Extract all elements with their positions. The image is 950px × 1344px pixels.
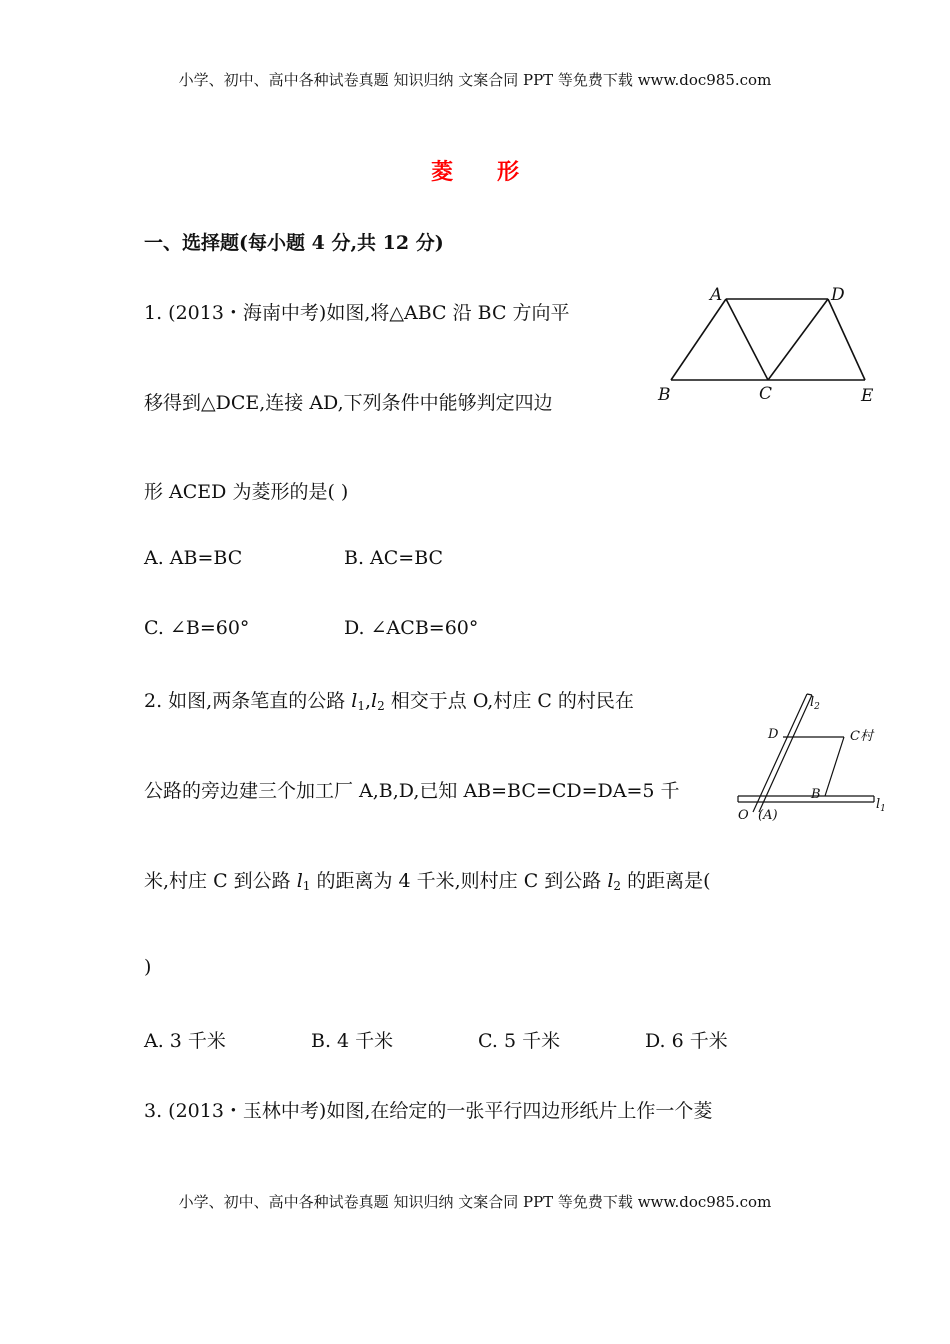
q2-option-d: D. 6 千米 — [645, 1030, 728, 1052]
q2-option-c: C. 5 千米 — [478, 1030, 561, 1052]
q2-var-l2: l — [371, 690, 378, 712]
q1-option-a: A. AB=BC — [144, 547, 243, 569]
q2-fig-side-cb — [825, 737, 844, 796]
q1-fig-label-d: D — [831, 285, 845, 305]
q2-fig-label-a: (A) — [758, 808, 778, 823]
q2-line-3-mid: 的距离为 4 千米,则村庄 C 到公路 — [310, 870, 608, 892]
q1-fig-label-b: B — [658, 385, 671, 405]
q2-line-3 — [144, 866, 711, 893]
q1-fig-line-cd — [768, 299, 828, 380]
q2-var-l1-b: l — [296, 870, 303, 892]
q2-line-1 — [144, 686, 634, 713]
q1-fig-line-de — [828, 299, 865, 380]
q1-line-1: 1. (2013・海南中考)如图,将△ABC 沿 BC 方向平 — [144, 302, 570, 324]
q1-fig-label-a: A — [710, 285, 723, 305]
q1-fig-label-c: C — [759, 384, 773, 404]
q2-fig-road-l2-b — [759, 695, 812, 812]
q2-option-b: B. 4 千米 — [311, 1030, 394, 1052]
q1-option-d: D. ∠ACB=60° — [344, 617, 479, 639]
q2-figure — [728, 686, 898, 826]
page-header: 小学、初中、高中各种试卷真题 知识归纳 文案合同 PPT 等免费下载 www.doc985.com — [178, 71, 772, 89]
q1-fig-line-ba — [671, 299, 726, 380]
q1-option-c: C. ∠B=60° — [144, 617, 250, 639]
page-footer: 小学、初中、高中各种试卷真题 知识归纳 文案合同 PPT 等免费下载 www.doc985.com — [178, 1193, 772, 1211]
q1-line-2: 移得到△DCE,连接 AD,下列条件中能够判定四边 — [144, 392, 553, 414]
q2-sub-2: 2 — [377, 699, 385, 713]
q3-line-1: 3. (2013・玉林中考)如图,在给定的一张平行四边形纸片上作一个菱 — [144, 1100, 713, 1122]
q2-fig-label-b: B — [811, 787, 821, 802]
q2-line-3-pre: 米,村庄 C 到公路 — [144, 870, 297, 892]
q2-comma: , — [364, 690, 372, 712]
q2-fig-label-o: O — [738, 808, 749, 823]
q2-line-3-post: 的距离是( — [621, 870, 711, 892]
title-char-2: 形 — [497, 159, 520, 185]
title-char-1: 菱 — [430, 159, 453, 185]
q1-fig-line-ac — [726, 299, 768, 380]
q2-line-2: 公路的旁边建三个加工厂 A,B,D,已知 AB=BC=CD=DA=5 千 — [144, 780, 680, 802]
page-title — [0, 155, 950, 186]
q2-fig-label-l1: $l_1$ — [876, 797, 886, 814]
q2-fig-label-c: C村 — [850, 729, 873, 744]
q2-fig-road-l2-a — [753, 694, 807, 812]
q2-fig-label-d: D — [768, 727, 779, 742]
q2-option-a: A. 3 千米 — [144, 1030, 226, 1052]
q2-line-4: ) — [144, 956, 152, 978]
q2-var-l2-b: l — [607, 870, 614, 892]
q2-line-1-pre: 2. 如图,两条笔直的公路 — [144, 690, 352, 712]
section-heading: 一、选择题(每小题 4 分,共 12 分) — [144, 232, 444, 254]
q1-fig-label-e: E — [861, 386, 874, 406]
q1-option-b: B. AC=BC — [344, 547, 444, 569]
q1-figure — [650, 280, 890, 410]
q2-sub-1-b: 1 — [302, 879, 311, 893]
q2-sub-1: 1 — [357, 699, 365, 713]
q2-fig-label-l2: $l_2$ — [810, 695, 820, 712]
q1-line-3: 形 ACED 为菱形的是( ) — [144, 481, 349, 503]
q2-sub-2-b: 2 — [613, 879, 622, 893]
q2-line-1-post: 相交于点 O,村庄 C 的村民在 — [384, 690, 634, 712]
q2-var-l1: l — [351, 690, 358, 712]
